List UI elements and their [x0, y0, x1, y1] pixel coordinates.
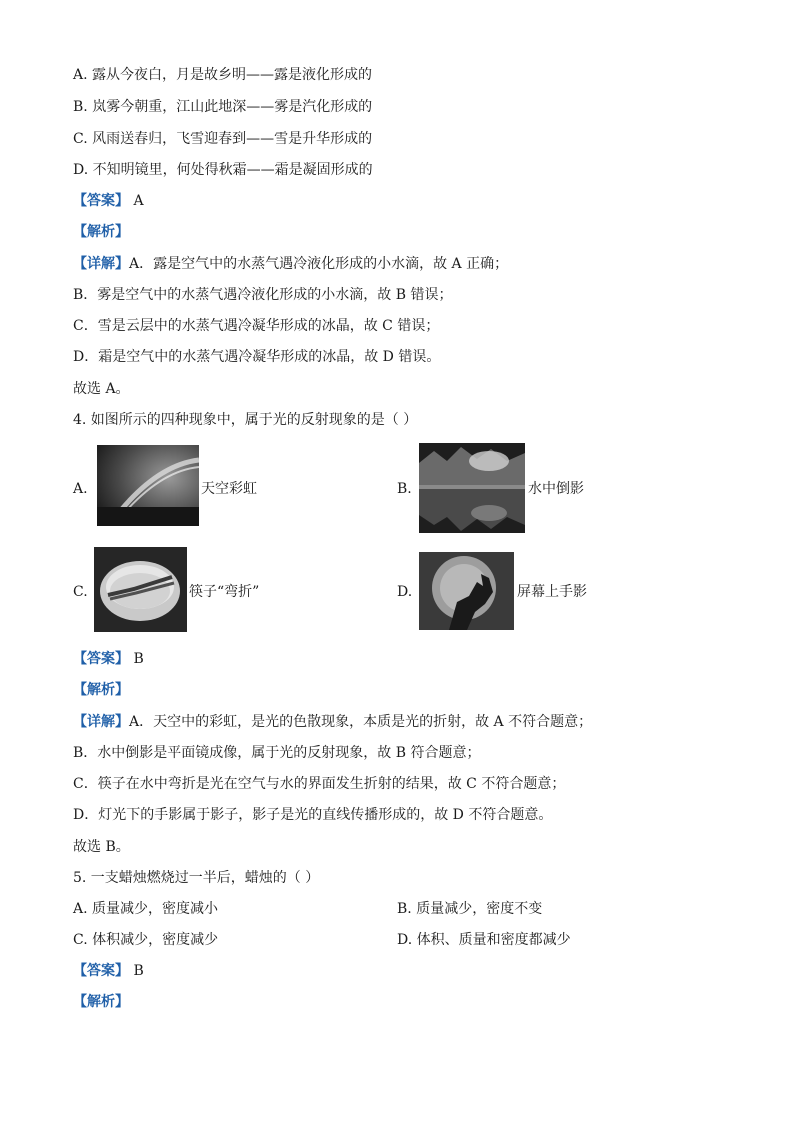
- q5-option-a: A. 质量减少，密度减小: [73, 901, 219, 917]
- q5-option-d: D. 体积、质量和密度都减少: [397, 932, 571, 948]
- q4-detail-c: C．筷子在水中弯折是光在空气与水的界面发生折射的结果，故 C 不符合题意；: [73, 776, 566, 792]
- q3-analysis: [73, 223, 129, 241]
- q5-option-c: C. 体积减少，密度减少: [73, 932, 219, 948]
- answer-tag: 【答案】: [73, 193, 129, 209]
- q5-option-b: B. 质量减少，密度不变: [397, 901, 543, 917]
- bent-chopsticks-image: [94, 547, 187, 632]
- detail-tag: 【详解】: [73, 714, 129, 730]
- q4-option-b-caption: 水中倒影: [528, 481, 584, 497]
- answer-value: A: [133, 193, 144, 209]
- hand-shadow-image: [419, 552, 514, 630]
- answer-tag: 【答案】: [73, 651, 129, 667]
- water-reflection-image: [419, 443, 525, 533]
- analysis-tag: 【解析】: [73, 994, 129, 1010]
- q4-option-a-letter: A.: [73, 481, 88, 497]
- answer-value: B: [133, 963, 144, 979]
- answer-value: B: [133, 651, 144, 667]
- q3-detail-c: C．雪是云层中的水蒸气遇冷凝华形成的冰晶，故 C 错误；: [73, 318, 440, 334]
- analysis-tag: 【解析】: [73, 682, 129, 698]
- q4-option-c-caption: 筷子“弯折”: [189, 584, 260, 600]
- answer-tag: 【答案】: [73, 963, 129, 979]
- q3-option-b: B. 岚雾今朝重，江山此地深——雾是汽化形成的: [73, 99, 373, 115]
- q3-detail-a: [73, 255, 508, 273]
- q4-detail-b: B．水中倒影是平面镜成像，属于光的反射现象，故 B 符合题意；: [73, 745, 481, 761]
- detail-text: A．天空中的彩虹，是光的色散现象，本质是光的折射，故 A 不符合题意；: [129, 714, 593, 730]
- q3-option-d: D. 不知明镜里，何处得秋霜——霜是凝固形成的: [73, 162, 373, 178]
- q4-stem: 4. 如图所示的四种现象中，属于光的反射现象的是（ ）: [73, 412, 418, 428]
- q4-option-b-letter: B.: [397, 481, 412, 497]
- analysis-tag: 【解析】: [73, 224, 129, 240]
- q4-option-d-caption: 屏幕上手影: [517, 584, 587, 600]
- q3-option-c: C. 风雨送春归，飞雪迎春到——雪是升华形成的: [73, 131, 373, 147]
- q4-option-a-caption: 天空彩虹: [201, 481, 257, 497]
- q4-option-d-letter: D.: [397, 584, 413, 600]
- q3-answer: [73, 192, 144, 210]
- q5-analysis: [73, 993, 129, 1011]
- q3-detail-d: D．霜是空气中的水蒸气遇冷凝华形成的冰晶，故 D 错误。: [73, 349, 441, 365]
- q4-choose: 故选 B。: [73, 839, 130, 855]
- q4-option-c-letter: C.: [73, 584, 88, 600]
- q4-analysis: [73, 681, 129, 699]
- detail-tag: 【详解】: [73, 256, 129, 272]
- q4-answer: [73, 650, 144, 668]
- q4-detail-d: D．灯光下的手影属于影子，影子是光的直线传播形成的，故 D 不符合题意。: [73, 807, 553, 823]
- q4-detail-a: [73, 713, 592, 731]
- q5-answer: [73, 962, 144, 980]
- q5-stem: 5. 一支蜡烛燃烧过一半后，蜡烛的（ ）: [73, 870, 320, 886]
- rainbow-image: [97, 445, 199, 526]
- q3-option-a: A. 露从今夜白，月是故乡明——露是液化形成的: [73, 67, 373, 83]
- q3-detail-b: B．雾是空气中的水蒸气遇冷液化形成的小水滴，故 B 错误；: [73, 287, 453, 303]
- q3-choose: 故选 A。: [73, 381, 130, 397]
- detail-text: A．露是空气中的水蒸气遇冷液化形成的小水滴，故 A 正确；: [129, 256, 509, 272]
